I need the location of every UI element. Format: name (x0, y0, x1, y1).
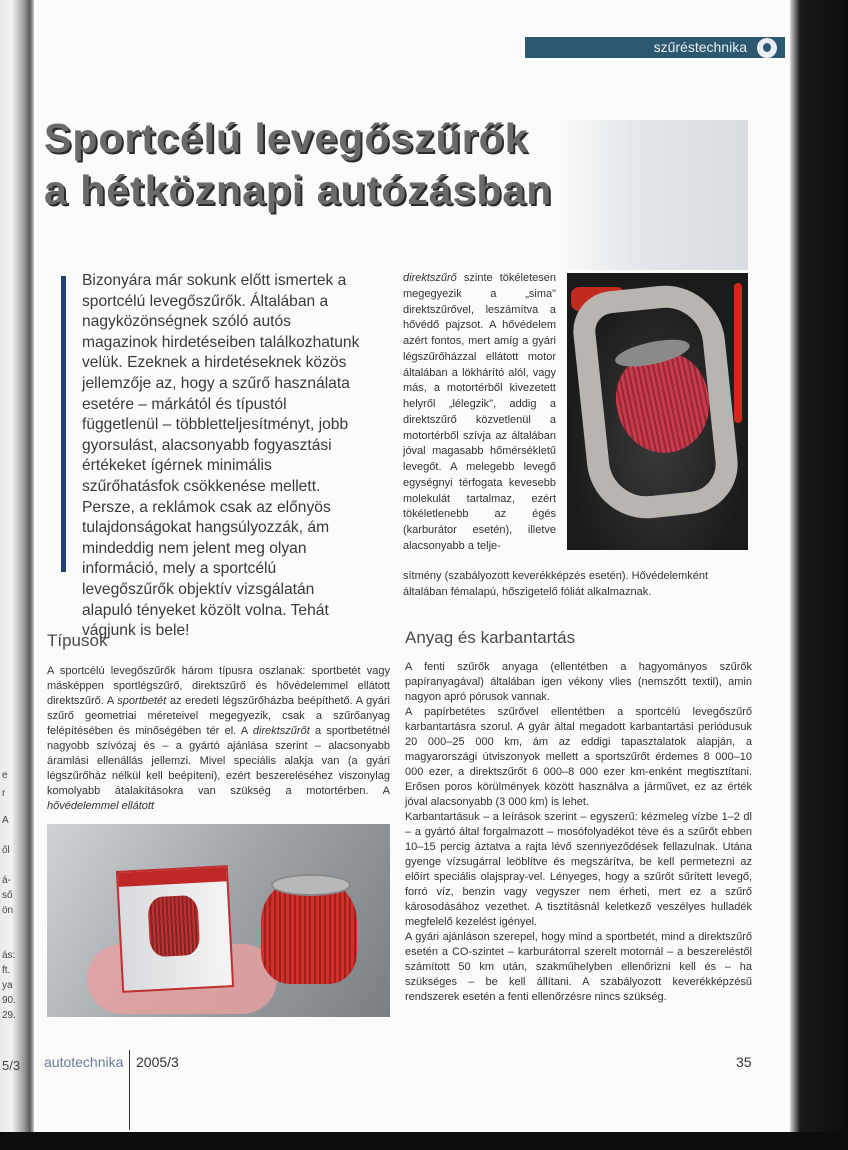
scan-edge-bottom (0, 1132, 848, 1150)
middle-column-continuation: sítmény (szabályozott keverékképzés esetén). Hővédelemként általában fémalapú, hőszigetelő fóliát alkalmaznak. (403, 570, 709, 598)
text: A sportcélú levegőszűrők három típusra oszlanak: sportbetét vagy másképpen sportlégszűrő, direktszűrő és hővédelemmel ellátott direktszűrő. A (47, 665, 390, 707)
prev-page-fragment: ás: (2, 950, 16, 961)
prev-page-fragment: ft. (2, 965, 11, 976)
prev-page-fragment: ső (2, 890, 13, 901)
lead-accent-bar (61, 276, 66, 572)
types-heading: Típusok (47, 631, 108, 650)
scan-edge-right (790, 0, 848, 1150)
prev-page-fragment: ön (2, 905, 14, 916)
material-text (405, 660, 752, 1005)
prev-page-fragment: 90. (2, 995, 16, 1006)
material-paragraph: A papírbetétes szűrővel ellentétben a sportcélú levegőszűrő karbantartásra szorul. A gyár által megadott karbantartási periódusuk 20 000–25 000 km, ám az eddigi tapasztalatok alapján, a magyarországi útviszonyok mellett a sportszűrőt érdemes 8 000–10 000 ezer, a direktszűrőt 6 000–8 000 ezer km-enként megtisztítani. Erősen poros körülmények között használva a járművet, ez az érték jóval alacsonyabb (3 000 km) is lehet. (405, 706, 752, 808)
prev-page-fragment: e (2, 770, 8, 781)
prev-page-fragment: á- (2, 875, 11, 886)
filter-product-photo (47, 824, 390, 1017)
types-paragraph (47, 664, 390, 814)
material-heading: Anyag és karbantartás (405, 628, 576, 647)
text: az eredeti légszűrőházba beépíthető. A gyári szűrő geometriai méreteivel megegyezik, csak a szűrőanyag felépítésében és minőségében tér el. A (47, 695, 390, 737)
photo-wire (734, 283, 742, 423)
types-text (47, 664, 390, 814)
footer-divider (129, 1050, 130, 1130)
prev-page-fragment: ya (2, 980, 13, 991)
middle-text: szinte tökéletesen megegyezik a „sima" direktszűrővel, leszámítva a hővédő pajzsot. A hővédelem azért fontos, mert amíg a gyári légszűrőházzal ellátott motor általában a lökhárító alól, vagy más, a motortérből kivezetett helyről „lélegzik", addig a direktszűrő közvetlenül a motortérből szívja az általában jóval magasabb hőmérsékletű levegőt. A melegebb levegő egységnyi térfogata kevesebb molekulát tartalmaz, ezért tökéletlenebb az égés (karburátor esetén), illetve alacsonyabb a telje- (403, 272, 556, 552)
photo-box-filter (147, 895, 200, 958)
title-line-1: Sportcélú levegőszűrők (44, 115, 529, 161)
photo-red-filter (261, 880, 357, 984)
section-logo-icon (757, 38, 777, 58)
middle-column-text (403, 271, 556, 555)
prev-page-fragment: 5/3 (2, 1058, 21, 1073)
section-header-bar (525, 37, 785, 58)
section-label: szűréstechnika (653, 39, 747, 55)
material-paragraph: A fenti szűrők anyaga (ellentétben a hagyományos szűrők papíranyagával) általában igen vékony vlies (nemszőtt textil), amin nagyon apró pórusok vannak. (405, 661, 752, 703)
prev-page-fragment: ől (2, 845, 10, 856)
italic-term: direktszűrőt (252, 725, 310, 737)
prev-page-fragment: A (2, 815, 9, 826)
prev-page-fragment: r (2, 788, 6, 799)
article-title (44, 112, 552, 216)
engine-bay-filter-photo (567, 273, 748, 550)
italic-term: sportbetét (117, 695, 167, 707)
title-background-image (555, 120, 748, 270)
italic-term: hővédelemmel ellátott (47, 800, 155, 812)
material-paragraph: A gyári ajánláson szerepel, hogy mind a sportbetét, mind a direktszűrő esetén a CO-szintet – karburátorral szerelt motornál – a beszereléstől számított 50 km után, szakműhelyben ellenőrizni kell és – ha szükséges – be kell állítani. A szabályozott keverékképzésű rendszerek esetén a fenti ellenőrzésre nincs szükség. (405, 931, 752, 1003)
material-paragraph: Karbantartásuk – a leírások szerint – egyszerű: kézmeleg vízbe 1–2 dl – a gyártó által forgalmazott – mosófolyadékot téve és a szűrőt ebben 10–15 percig áztatva a rajta lévő szennyeződések fellazulnak. Utána gyenge vízsugárral leöblítve és megszárítva, be kell permetezni az előírt speciális olajspray-vel. Lényeges, hogy a szűrőt sűrített levegő, forró víz, benzin vagy vegyszer nem érheti, mert ez a szűrő károsodásához vezethet. A tisztításnál keletkező veszélyes hulladék megfelelő kezelést igényel. (405, 811, 752, 928)
page-number: 35 (736, 1054, 752, 1070)
title-line-2: a hétköznapi autózásban (44, 167, 553, 213)
italic-term: direktszűrő (403, 272, 457, 284)
previous-page-edge (0, 0, 34, 1132)
footer-issue: 2005/3 (136, 1054, 179, 1070)
footer-magazine: autotechnika (44, 1054, 124, 1070)
text: a sportbetétnél nagyobb szívózaj és – a gyártó ajánlása szerint – alacsonyabb áramlási ellenállás jellemzi. Mivel speciális alakja van (a gyári légszűrőház nélkül kell beépíteni), ezért beszereléséhez viszonylag komolyabb átalakításokra van szükség a motortérben. A (47, 725, 390, 797)
photo-product-box (116, 865, 234, 993)
lead-paragraph: Bizonyára már sokunk előtt ismertek a sportcélú levegőszűrők. Általában a nagyközönségnek szóló autós magazinok hirdetéseiben találkozhatunk velük. Ezeknek a hirdetéseknek közös jellemzője az, hogy a szűrő használata esetére – márkától és típustól függetlenül – többletteljesítményt, jobb gyorsulást, alacsonyabb fogyasztási értékeket ígérnek minimális szűrőhatásfok csökkenése mellett. Persze, a reklámok csak az előnyös tulajdonságokat hangsúlyozzák, ám mindeddig nem jelent meg olyan információ, mely a sportcélú levegőszűrők objektív vizsgálatán alapuló tényeket közölt volna. Tehát vágjunk is bele! (82, 272, 360, 640)
prev-page-fragment: 29. (2, 1010, 16, 1021)
